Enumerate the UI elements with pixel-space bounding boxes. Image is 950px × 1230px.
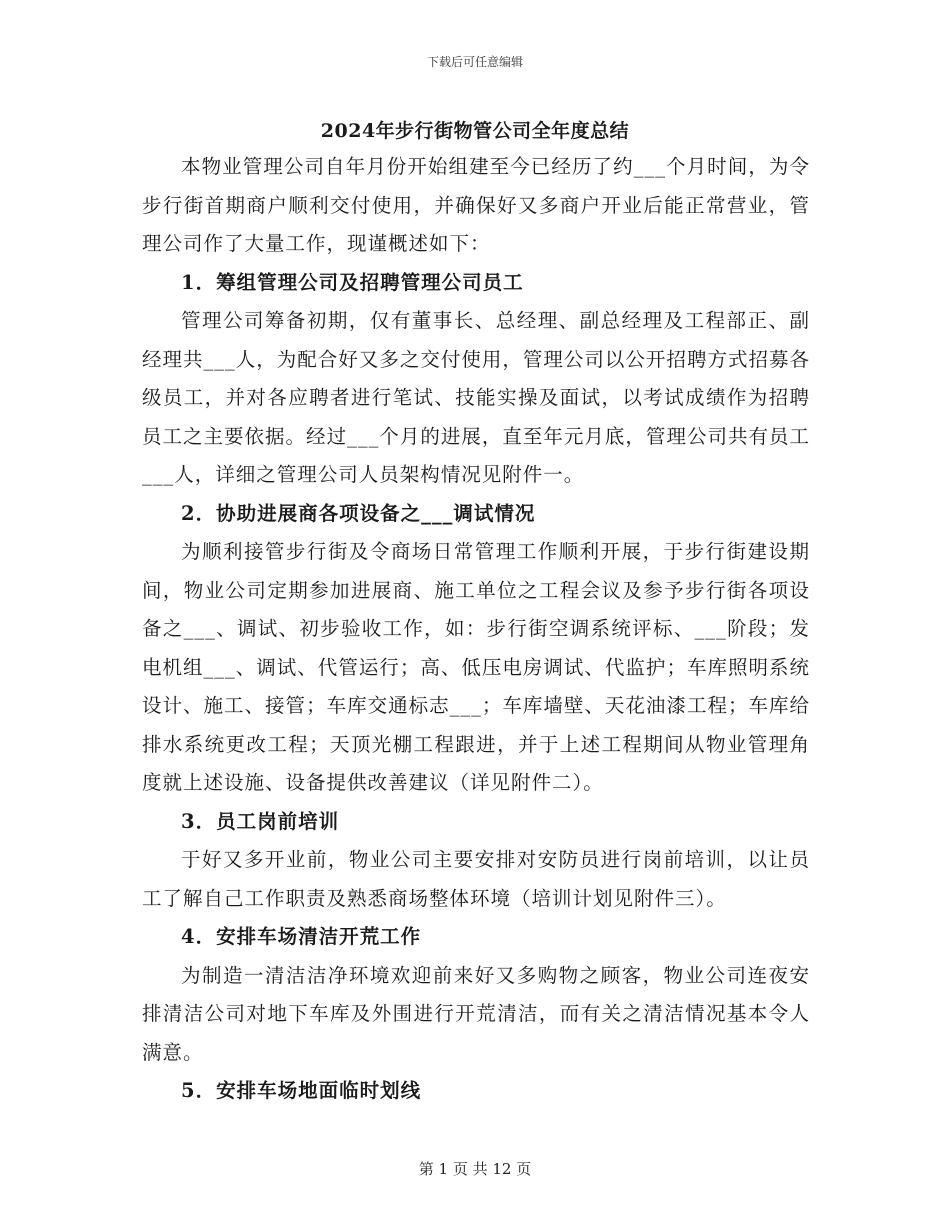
page-number-footer: 第 1 页 共 12 页 <box>418 1160 532 1178</box>
section-body-3: 于好又多开业前，物业公司主要安排对安防员进行岗前培训，以让员工了解自己工作职责及熟悉商场整体环境（培训计划见附件三）。 <box>142 848 810 910</box>
section-body-2: 为顺利接管步行街及令商场日常管理工作顺利开展，于步行街建设期间，物业公司定期参加进展商、施工单位之工程会议及参予步行街各项设备之___、调试、初步验收工作，如：步行街空调系统评标、___阶段；发电机组___、调试、代管运行；高、低压电房调试、代监护；车库照明系统设计、施工、接管；车库交通标志___；车库墙壁、天花油漆工程；车库给排水系统更改工程；天顶光棚工程跟进，并于上述工程期间从物业管理角度就上述设施、设备提供改善建议（详见附件二）。 <box>142 540 810 794</box>
section-heading-3: 3．员工岗前培训 <box>181 809 340 833</box>
section-heading-5: 5．安排车场地面临时划线 <box>181 1079 422 1102</box>
section-body-4: 为制造一清洁洁净环境欢迎前来好又多购物之顾客，物业公司连夜安排清洁公司对地下车库及外围进行开荒清洁，而有关之清洁情况基本令人满意。 <box>142 963 810 1064</box>
section-heading-2: 2．协助进展商各项设备之___调试情况 <box>181 501 536 525</box>
section-body-1: 管理公司筹备初期，仅有董事长、总经理、副总经理及工程部正、副经理共___人，为配合好又多之交付使用，管理公司以公开招聘方式招募各级员工，并对各应聘者进行笔试、技能实操及面试，以考试成绩作为招聘员工之主要依据。经过___个月的进展，直至年元月底，管理公司共有员工___人，详细之管理公司人员架构情况见附件一。 <box>142 309 810 486</box>
document-body <box>142 148 810 1111</box>
section-heading-4: 4．安排车场清洁开荒工作 <box>181 925 422 948</box>
header-note: 下载后可任意编辑 <box>426 55 523 69</box>
section-heading-1: 1．筹组管理公司及招聘管理公司员工 <box>181 270 524 294</box>
document-title: 2024年步行街物管公司全年度总结 <box>320 120 630 142</box>
intro-paragraph: 本物业管理公司自年月份开始组建至今已经历了约___个月时间，为令步行街首期商户顺利交付使用，并确保好又多商户开业后能正常营业，管理公司作了大量工作，现谨概述如下： <box>142 155 810 255</box>
